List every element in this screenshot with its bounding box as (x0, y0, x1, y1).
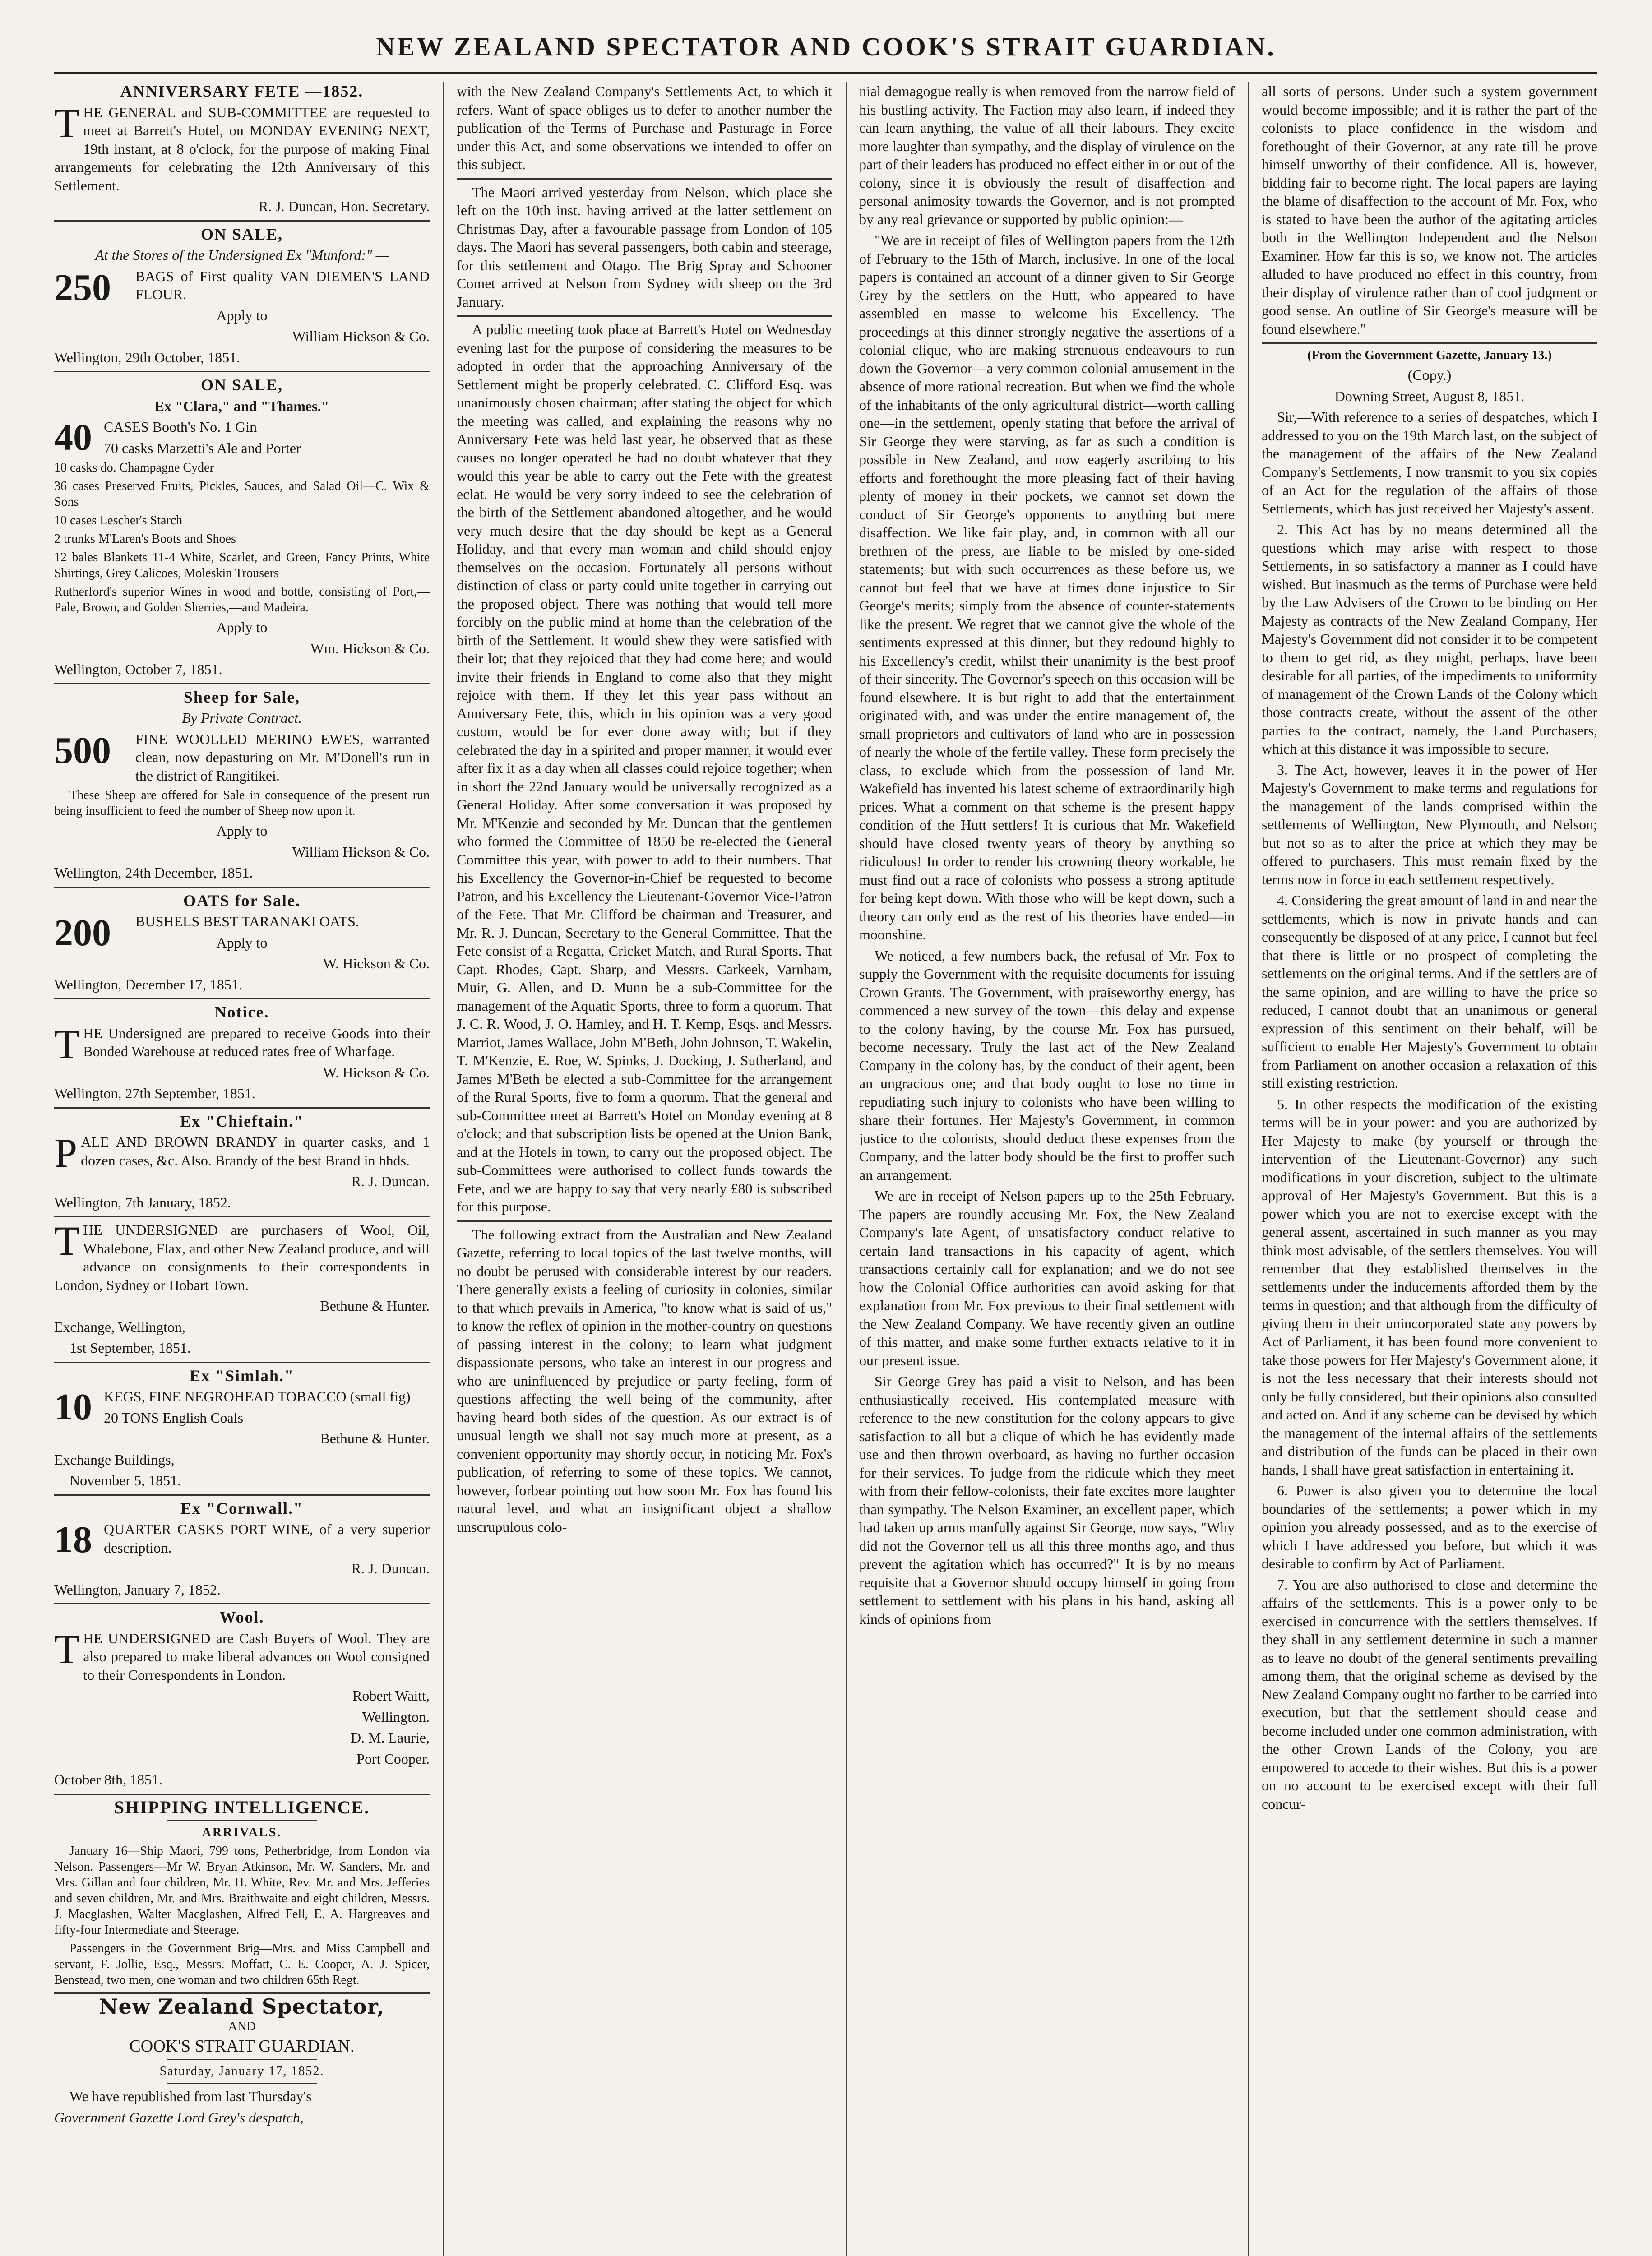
divider (1262, 342, 1597, 344)
short-rule (167, 2083, 317, 2084)
divider (54, 220, 430, 222)
simlah-ad (54, 1387, 430, 1427)
sale2-subtitle: Ex "Clara," and "Thames." (154, 398, 329, 414)
sale2-line: CASES Booth's No. 1 Gin (104, 419, 257, 435)
simlah-body-2: 20 TONS English Coals (104, 1409, 244, 1426)
sheep-quantity: 500 (54, 729, 111, 772)
article-paragraph: A public meeting took place at Barrett's Hotel on Wednesday evening last for the purpose of considering the measures to be adopted in order that the approaching Anniversary of the Settlement might be properly celebrated. C. Clifford Esq. was unanimously chosen chairman; after stating the object for which the meeting was called, and explaining the reasons why no Anniversary Fete was held last year, he observed that as these causes no longer operated he had no doubt whatever that they would this year be able to carry out the Fete with the greatest eclat. He would be very sorry indeed to see the celebration of the birth of the Settlement abandoned altogether, and he would very much desire that the day should be kept as a General Holiday, and that every man woman and child should enjoy themselves on the occasion. Fortunately all persons without distinction of class or party could unite together in carrying out the proposed object. There was nothing that would tell more forcibly on the public mind at home than the celebration of the birth of the Settlement. It would shew they were satisfied with their lot; that they rejoiced that they had come here; and would invite their friends in England to come also that they might rejoice with them. If they let this year pass without an Anniversary Fete, this, which in his opinion was a very good custom, would be for ever done away with; but if they celebrated the day in a spirited and proper manner, it would ever after fix it as a day when all classes could rejoice together; when in short the 22nd January would be universally recognized as a General Holiday. After some conversation it was proposed by Mr. M'Kenzie and seconded by Mr. Duncan that the gentlemen who formed the Committee of 1850 be re-elected the General Committee this year, with power to add to their numbers. That his Excellency the Governor-in-Chief be requested to become Patron, and his Excellency the Lieutenant-Governor Vice-Patron of the Fete. That Mr. Clifford be chairman and Treasurer, and Mr. R. J. Duncan, Secretary to the General Committee. That the Fete consist of a Regatta, Cricket Match, and Rural Sports. That Capt. Rhodes, Capt. Sharp, and Messrs. Carkeek, Varnham, Muir, G. Allen, and D. Munn be a sub-Committee for the management of the Aquatic Sports, three to form a quorum. That J. C. R. Wood, J. O. Hamley, and H. T. Kemp, Esqs. and Messrs. Marriot, James Wallace, John M'Beth, John Johnson, T. Wakelin, T. M'Kenzie, E. Roe, W. Spinks, J. Docking, J. Sutherland, and James M'Beth be elected a sub-Committee for the arrangement of the Rural Sports, five to form a quorum. That the general and sub-Committee meet at Barrett's Hotel on Monday evening at 8 o'clock; and that subscription lists be opened at the Union Bank, and at the Hotels in town, to carry out the proposed object. The sub-Committees were authorised to collect funds towards the Fete, and we are happy to say that very nearly £80 is subscribed for this purpose. (457, 321, 832, 1215)
simlah-date-2: November 5, 1851. (69, 1472, 181, 1489)
cornwall-date: Wellington, January 7, 1852. (54, 1581, 221, 1598)
drop-cap: T (54, 1218, 80, 1264)
notice-ad (54, 1021, 430, 1067)
arrivals-entry: January 16—Ship Maori, 799 tons, Petherbridge, from London via Nelson. Passengers—Mr W. Bryan Atkinson, Mr. W. Sanders, Mr. and Mrs. Gillan and four children, Mr. H. White, Rev. Mr. and Mrs. Jefferies and seven children, Mr. and Mrs. Braithwaite and eight children, Messrs. J. Macglashen, Walter Macglashen, Alfred Fell, E. A. Hargreaves and fifty-four Intermediate and Steerage. (54, 1844, 430, 1937)
despatch-paragraph: 5. In other respects the modification of the existing terms will be in your power: and you are authorized by Her Majesty to make (by yourself or through the intervention of the Lieutenant-Governor) any such modifications in your discretion, subject to the ultimate approval of Her Majesty's Government. But this is a power which you are not to exercise except with the general assent, ascertained in such manner as you may think most advisable, of the settlers themselves. You will remember that they established themselves in the settlements under the inducements afforded them by the terms in question; and that although from the difficulty of giving them in their unincorporated state any powers by Act of Parliament, it has been found more convenient to take those powers for Her Majesty's Government alone, it is not the less necessary that their interests should not only be fully considered, but their opinions also consulted and acted on. And if any scheme can be devised by which the management of the internal affairs of the settlements and distribution of the funds can be placed in their own hands, I shall have great satisfaction in entertaining it. (1262, 1096, 1597, 1478)
wool1-ad (54, 1218, 430, 1294)
simlah-signature: Bethune & Hunter. (320, 1430, 430, 1447)
gazette-source: (From the Government Gazette, January 13.) (1307, 348, 1552, 362)
short-rule (167, 1820, 317, 1821)
wool1-date-1: Exchange, Wellington, (54, 1318, 185, 1335)
sale2-line: Rutherford's superior Wines in wood and bottle, consisting of Port,—Pale, Brown, and Golden Sherries,—and Madeira. (54, 585, 430, 615)
article-paragraph: We are in receipt of Nelson papers up to the 25th February. The papers are roundly accusing Mr. Fox, the New Zealand Company's late Agent, of unsatisfactory conduct relative to certain land transactions in his capacity of agent, which transactions certainly call for explanation; and we do not see how the Colonial Office authorities can avoid asking for that explanation from Mr. Fox previous to their final settlement with the New Zealand Company. We have recently given an outline of this matter, and make some further extracts relative to it in our present issue. (859, 1188, 1235, 1368)
sale1-subtitle: At the Stores of the Undersigned Ex "Munford:" — (95, 247, 389, 263)
paper-subtitle: COOK'S STRAIT GUARDIAN. (129, 2036, 355, 2056)
sale2-line: 36 cases Preserved Fruits, Pickles, Sauces, and Salad Oil—C. Wix & Sons (54, 479, 430, 509)
arrivals-entry: Passengers in the Government Brig—Mrs. and Miss Campbell and servant, F. Jollie, Esq., Messrs. Moffatt, C. E. Cooper, A. J. Spicer, Benstead, two men, one woman and two children 65th Regt. (54, 1942, 430, 1987)
despatch-paragraph: 6. Power is also given you to determine the local boundaries of the settlements; a power which in my opinion you already possessed, and as to the exercise of which I have addressed you before, but which it was desirable to confirm by Act of Parliament. (1262, 1482, 1597, 1572)
sheep-signature: William Hickson & Co. (292, 843, 430, 860)
cornwall-signature: R. J. Duncan. (351, 1560, 430, 1576)
sale2-line: 70 casks Marzetti's Ale and Porter (104, 439, 301, 456)
sale1-date: Wellington, 29th October, 1851. (54, 349, 241, 365)
sale2-line: 10 cases Lescher's Starch (54, 513, 183, 527)
divider (54, 1494, 430, 1496)
sheep-apply: Apply to (216, 823, 268, 839)
lead-article-start: We have republished from last Thursday's (69, 2088, 312, 2104)
article-paragraph: nial demagogue really is when removed from the narrow field of his bustling activity. The Faction may also learn, if indeed they can learn anything, the value of all their labours. They excite more laughter than sympathy, and the display of virulence on the part of their leaders has produced no effect either in or out of the colony, since it is obviously the result of disaffection and personal animosity towards the Governor, and is not prompted by any real grievance or supported by public opinion:— (859, 83, 1235, 227)
wool2-signature-3: D. M. Laurie, (350, 1729, 430, 1746)
sale2-line: 10 casks do. Champagne Cyder (54, 461, 214, 475)
lead-article-start-2: Government Gazette Lord Grey's despatch, (54, 2109, 304, 2126)
oats-body: BUSHELS BEST TARANAKI OATS. (135, 913, 359, 929)
notice-date: Wellington, 27th September, 1851. (54, 1085, 255, 1101)
column-3 (859, 82, 1235, 2256)
sheep-subtitle: By Private Contract. (182, 710, 302, 726)
paper-and: AND (228, 2019, 256, 2034)
fete-notice (54, 100, 430, 195)
sheep-body: FINE WOOLLED MERINO EWES, warranted clean, now depasturing on Mr. M'Donell's run in the district of Rangitikei. (135, 730, 430, 784)
simlah-title: Ex "Simlah." (189, 1366, 295, 1385)
simlah-quantity: 10 (54, 1386, 92, 1428)
oats-date: Wellington, December 17, 1851. (54, 976, 242, 993)
cornwall-quantity: 18 (54, 1519, 92, 1561)
masthead: NEW ZEALAND SPECTATOR AND COOK'S STRAIT GUARDIAN. (376, 32, 1276, 61)
article-paragraph: all sorts of persons. Under such a system government would become impossible; and it is rather the part of the colonists to place confidence in the wisdom and forethought of their Governor, at any rate till he prove himself unworthy of their confidence. All is, however, bidding fair to become right. The local papers are laying the blame of disaffection to the account of Mr. Fox, who is stated to have been the author of the agitating articles both in the Wellington Independent and the Nelson Examiner. How far this is so, we know not. The articles alluded to have produced no effect in this country, from their display of virulence rather than of cool judgment or good sense. An outline of Sir George's measure will be found elsewhere." (1262, 83, 1597, 337)
drop-cap: P (54, 1130, 78, 1176)
sale1-body: BAGS of First quality VAN DIEMEN'S LAND FLOUR. (135, 268, 430, 302)
sale2-date: Wellington, October 7, 1851. (54, 661, 222, 677)
oats-title: OATS for Sale. (183, 891, 301, 910)
wool2-ad (54, 1626, 430, 1684)
divider (457, 1220, 832, 1222)
column-4 (1262, 82, 1597, 2256)
simlah-date-1: Exchange Buildings, (54, 1451, 175, 1468)
fete-signature: R. J. Duncan, Hon. Secretary. (258, 198, 430, 214)
copy-label: (Copy.) (1407, 367, 1452, 383)
article-paragraph: The Maori arrived yesterday from Nelson, which place she left on the 10th inst. having arrived at the latter settlement on Christmas Day, after a favourable passage from London of 105 days. The Maori has several passengers, both cabin and steerage, for this settlement and Otago. The Brig Spray and Schooner Comet arrived at Nelson from Sydney with sheep on the 3rd January. (457, 184, 832, 310)
drop-cap: T (54, 1626, 80, 1672)
wool1-date-2: 1st September, 1851. (69, 1340, 191, 1356)
wool2-date: October 8th, 1851. (54, 1771, 162, 1788)
sale1-ad (54, 266, 430, 309)
article-paragraph: with the New Zealand Company's Settlements Act, to which it refers. Want of space obliges us to defer to another number the publication of the Terms of Purchase and Pasturage in Force under this Act, and some observations we intended to offer on this subject. (457, 83, 832, 172)
divider (54, 1107, 430, 1109)
columns (54, 82, 1597, 2256)
column-rule (443, 82, 444, 2256)
divider (54, 887, 430, 888)
despatch-paragraph: 2. This Act has by no means determined all the questions which may arise with respect to those Settlements, in so satisfactory a manner as I could have wished. But inasmuch as the terms of Purchase were held by the Law Advisers of the Crown to be binding on Her Majesty as contracts of the New Zealand Company, Her Majesty's Government did not consider it to be competent to them to get rid, as they might, perhaps, have been desirable for all parties, of the impediments to uniformity of management of the Crown Lands of the Colony which those contracts create, without the assent of the other parties to the contract, namely, the Land Purchasers, which at this distance it was impossible to secure. (1262, 521, 1597, 757)
oats-apply: Apply to (216, 934, 268, 951)
paper-title: New Zealand Spectator, (99, 1994, 385, 2019)
shipping-title: SHIPPING INTELLIGENCE. (114, 1797, 370, 1817)
sale1-title: ON SALE, (200, 225, 283, 243)
divider (457, 315, 832, 317)
article-paragraph: The following extract from the Australian and New Zealand Gazette, referring to local topics of the last twelve months, will no doubt be perused with considerable interest by our readers. There generally exists a feeling of curiosity in colonies, similar to that which prevails in America, "to know what is said of us," to know the reflex of opinion in the mother-country on questions of passing interest in the colony; to learn what judgment dispassionate persons, who take an interest in our progress and who are uninfluenced by prejudice or party feeling, form of questions affecting the well being of the community, after having heard both sides of the question. As our extract is of unusual length we shall not say much more at present, as a convenient opportunity may shortly occur, in noticing Mr. Fox's publication, of referring to some of these topics. We cannot, however, forbear pointing out how soon Mr. Fox has found his natural level, and what an insignificant object a shallow unscrupulous colo- (457, 1226, 832, 1535)
wool2-signature-1: Robert Waitt, (352, 1687, 430, 1704)
sheep-title: Sheep for Sale, (183, 688, 301, 706)
column-2 (457, 82, 832, 2256)
column-rule (846, 82, 847, 2256)
despatch-paragraph: 3. The Act, however, leaves it in the power of Her Majesty's Government to make terms and regulations for the management of the lands comprised within the settlements of Wellington, New Plymouth, and Nelson; but not so as to alter the price at which they may be offered to purchasers. This must remain fixed by the terms now in force in each settlement respectively. (1262, 761, 1597, 888)
chieftain-signature: R. J. Duncan. (351, 1173, 430, 1189)
sale1-apply: Apply to (216, 307, 268, 324)
divider (54, 1362, 430, 1363)
chieftain-ad (54, 1130, 430, 1176)
sale2-line: 12 bales Blankets 11-4 White, Scarlet, and Green, Fancy Prints, White Shirtings, Grey Calicoes, Moleskin Trousers (54, 550, 430, 580)
wool-title: Wool. (219, 1608, 264, 1626)
divider (54, 1603, 430, 1604)
oats-signature: W. Hickson & Co. (323, 955, 430, 971)
chieftain-body: ALE AND BROWN BRANDY in quarter casks, and 1 dozen cases, &c. Also. Brandy of the best Brand in hhds. (81, 1134, 430, 1169)
cornwall-body: QUARTER CASKS PORT WINE, of a very superior description. (104, 1521, 430, 1556)
sheep-ad (54, 730, 430, 785)
wool1-body: HE UNDERSIGNED are purchasers of Wool, Oil, Whalebone, Flax, and other New Zealand produce, and will advance on consignments to their correspondents in London, Sydney or Hobart Town. (54, 1222, 430, 1293)
fete-title: ANNIVERSARY FETE —1852. (120, 82, 364, 100)
divider (54, 998, 430, 999)
notice-body: HE Undersigned are prepared to receive Goods into their Bonded Warehouse at reduced rates free of Wharfage. (83, 1025, 430, 1059)
wool1-signature: Bethune & Hunter. (320, 1298, 430, 1314)
sale1-signature: William Hickson & Co. (292, 328, 430, 344)
cornwall-title: Ex "Cornwall." (180, 1499, 303, 1517)
sheep-body-2: These Sheep are offered for Sale in consequence of the present run being insufficient to feed the number of Sheep now upon it. (54, 788, 430, 818)
simlah-body: KEGS, FINE NEGROHEAD TOBACCO (small fig) (104, 1388, 411, 1405)
divider (457, 178, 832, 180)
drop-cap: T (54, 1021, 80, 1067)
notice-signature: W. Hickson & Co. (323, 1064, 430, 1081)
arrivals-heading: ARRIVALS. (202, 1826, 282, 1840)
divider (54, 371, 430, 372)
chieftain-date: Wellington, 7th January, 1852. (54, 1194, 231, 1211)
divider (54, 1992, 430, 1994)
fete-body: HE GENERAL and SUB-COMMITTEE are requested to meet at Barrett's Hotel, on MONDAY EVENING NEXT, 19th instant, at 8 o'clock, for the purpose of making Final arrangements for celebrating the 12th Anniversary of this Settlement. (54, 104, 430, 194)
divider (54, 1794, 430, 1795)
wool2-signature-2: Wellington. (362, 1708, 430, 1725)
masthead-rule (54, 72, 1597, 74)
sheep-date: Wellington, 24th December, 1851. (54, 864, 253, 881)
column-1 (54, 82, 430, 2256)
oats-quantity: 200 (54, 912, 111, 954)
sale2-title: ON SALE, (200, 376, 283, 394)
drop-cap: T (54, 100, 80, 146)
wool2-body: HE UNDERSIGNED are Cash Buyers of Wool. They are also prepared to make liberal advances on Wool consigned to their Correspondents in London. (83, 1630, 430, 1683)
despatch-paragraph: 7. You are also authorised to close and determine the affairs of the settlements. This is a power only to be exercised in concurrence with the settlers themselves. If they shall in any settlement determine in such a manner as to leave no doubt of the general sentiments prevailing among them, that the original scheme as devised by the New Zealand Company ought no farther to be carried into execution, but that the settlement should cease and become included under one common administration, with the other Crown Lands of the Colony, you are empowered to accede to their wishes. But this is a power on no account to be exercised except with their full concur- (1262, 1576, 1597, 1812)
paper-date: Saturday, January 17, 1852. (159, 2064, 324, 2078)
sale2-line: 2 trunks M'Laren's Boots and Shoes (54, 532, 236, 546)
notice-title: Notice. (214, 1003, 269, 1021)
cornwall-ad (54, 1519, 430, 1561)
dateline: Downing Street, August 8, 1851. (1334, 388, 1525, 404)
sale2-quantity: 40 (54, 416, 92, 458)
article-paragraph: We noticed, a few numbers back, the refusal of Mr. Fox to supply the Government with the requisite documents for issuing Crown Grants. The Government, with praiseworthy energy, has commenced a new survey of the town—this delay and expense to the colony having, by the course Mr. Fox has pursued, become necessary. Truly the last act of the New Zealand Company in the colony has, by the conduct of their agent, been an ungracious one; and that body ought to lose no time in repudiating such injury to colonists who have been willing to share their fortunes. Her Majesty's Government, in common justice to the colonists, should deduct these expenses from the Company, and the latter body should be the first to proffer such an arrangement. (859, 947, 1235, 1183)
wool2-signature-4: Port Cooper. (356, 1750, 430, 1767)
despatch-paragraph: Sir,—With reference to a series of despatches, which I addressed to you on the 19th March last, on the subject of the management of the affairs of the New Zealand Company's Settlements, I now transmit to you six copies of an Act for the regulation of the affairs of those Settlements, which has just received her Majesty's assent. (1262, 409, 1597, 517)
column-rule (1248, 82, 1249, 2256)
article-paragraph: "We are in receipt of files of Wellington papers from the 12th of February to the 15th of March, inclusive. In one of the local papers is contained an account of a dinner given to Sir George Grey by the settlers on the Hutt, who appeared to have assembled en masse to welcome his Excellency. The proceedings at this dinner strongly negative the assertions of a colonial clique, who are making strenuous endeavours to run down the Governor—a very common colonial amusement in the absence of more rational recreation. But when we find the whole of the inhabitants of the only agricultural district—worth calling one—in the settlement, openly stating that before the arrival of Sir George they were starving, as far as such a condition is possible in New Zealand, and now eagerly ascribing to his efforts and forethought the more pleasing fact of their having plenty of money in their pockets, we cannot set down the conduct of Sir George's opponents to anything but mere disaffection. We like fair play, and, in common with all our brethren of the press, are liable to be misled by one-sided statements; but with such occurrences as these before us, we cannot but feel that we have at times done injustice to Sir George's merits; simply from the absence of counter-statements like the present. We regret that we cannot give the whole of the sentiments expressed at this dinner, but they redound highly to his Excellency's credit, whilst their unanimity is the best proof of their sincerity. The Governor's speech on this occasion will be found elsewhere. It is but right to add that the entertainment originated with, and was under the entire management of, the small proprietors and cultivators of land who are in possession of nearly the whole of the fertile valley. These form precisely the class, to exclude which from the possession of land Mr. Wakefield has invented his latest scheme of extraordinarily high prices. What a comment on that scheme is the present happy condition of the Hutt settlers! It is curious that Mr. Wakefield should have closed twenty years of theory by anything so ridiculous! In order to render his crowning theory workable, he must find out a race of colonists who possess a strong aptitude for being kept down. With those who will be kept down, such a theory can only end as the rest of his theories have ended—in moonshine. (859, 232, 1235, 943)
despatch-paragraph: 4. Considering the great amount of land in and near the settlements, which is now in private hands and can consequently be disposed of at any price, I cannot but feel that there is little or no prospect of completing the settlements on the original terms. And if the settlers are of the same opinion, and are willing to have the price so reduced, I cannot doubt that an unanimous or general expression of this sentiment on their behalf, will be sufficient to enable Her Majesty's Government to obtain from Parliament on another occasion a relaxation of this still existing restriction. (1262, 892, 1597, 1091)
divider (54, 1216, 430, 1217)
short-rule (167, 2059, 317, 2060)
sale2-apply: Apply to (216, 619, 268, 635)
sale2-signature: Wm. Hickson & Co. (310, 640, 430, 656)
article-paragraph: Sir George Grey has paid a visit to Nelson, and has been enthusiastically received. His contemplated measure with reference to the new constitution for the colony appears to give satisfaction to all but a clique of which he has evidently made use and then thrown overboard, as having no further occasion for their services. To judge from the ridicule which they meet with from their fellow-colonists, their fate excites more laughter than sympathy. The Nelson Examiner, an excellent paper, which had taken up arms manfully against Sir George, now says, "Why did not the Governor tell us all this three months ago, and thus prevent the agitation which has occurred?" It is by no means requisite that a Governor should occupy himself in going from settlement to settlement with his plans in his hand, asking all kinds of opinions from (859, 1373, 1235, 1627)
sale2-ad (54, 418, 430, 457)
sale1-quantity: 250 (54, 266, 111, 309)
chieftain-title: Ex "Chieftain." (180, 1112, 304, 1130)
divider (54, 683, 430, 684)
